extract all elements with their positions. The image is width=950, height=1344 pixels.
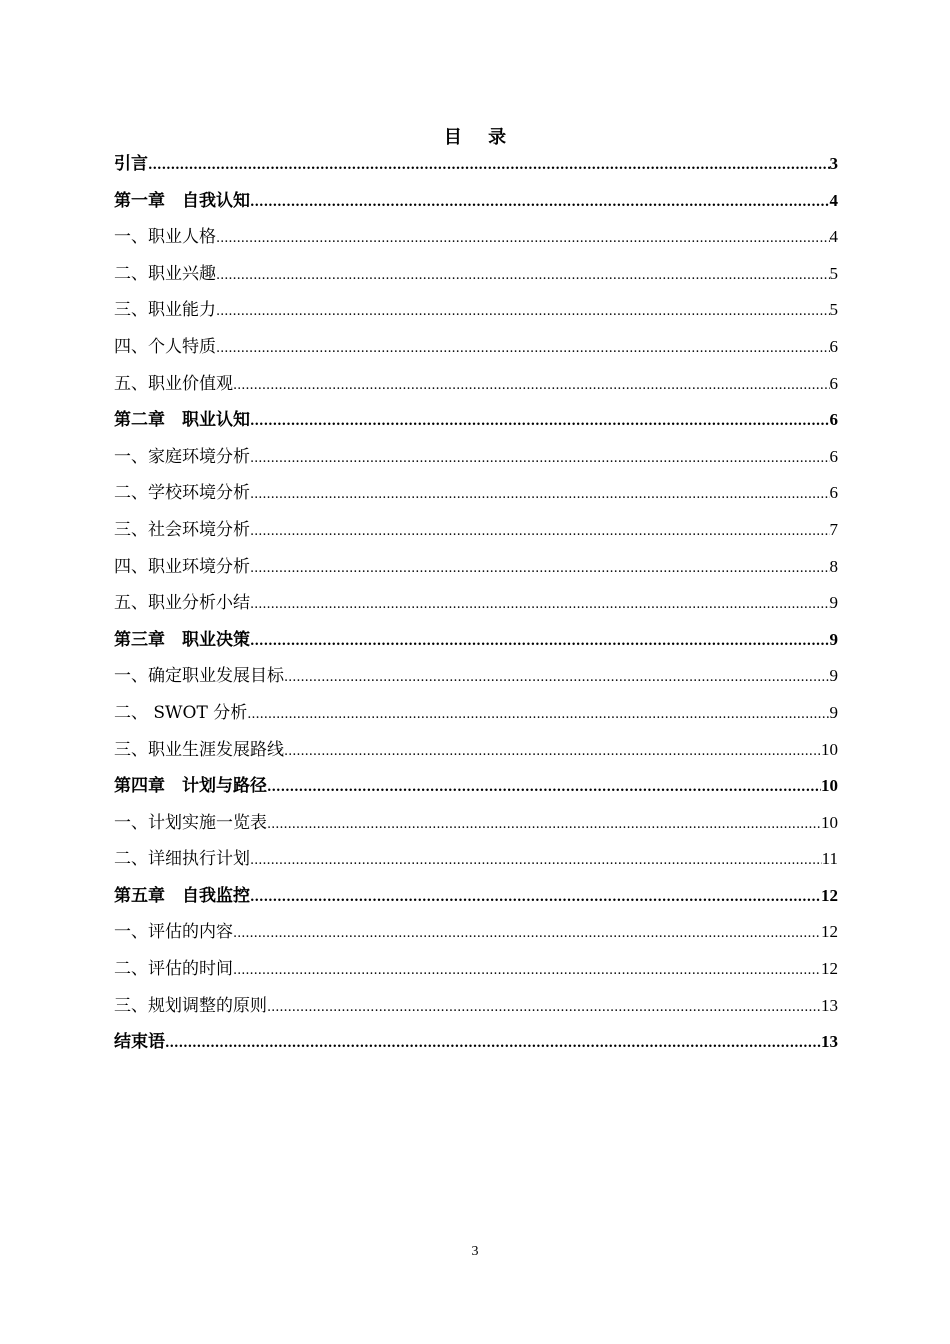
toc-entry-label: 二、职业兴趣 (114, 263, 216, 284)
toc-entry-page: 3 (829, 154, 838, 173)
toc-entry-page: 9 (829, 593, 838, 613)
toc-entry-page: 13 (821, 995, 838, 1015)
toc-leader-dots (250, 189, 830, 217)
toc-entry-page: 9 (829, 666, 838, 686)
toc-leader-dots (250, 884, 821, 912)
toc-entry-label: 四、职业环境分析 (114, 556, 250, 577)
toc-entry-label: 四、个人特质 (114, 336, 216, 357)
toc-entry-label: 二、评估的时间 (114, 959, 233, 980)
toc-entry-page: 8 (829, 556, 838, 576)
toc-entry-label: 一、确定职业发展目标 (114, 666, 284, 687)
toc-leader-dots (284, 664, 830, 692)
toc-leader-dots (267, 994, 821, 1022)
toc-entry-section[interactable] (114, 479, 838, 516)
toc-leader-dots (216, 262, 830, 290)
toc-entry-label: 五、职业分析小结 (114, 593, 250, 614)
toc-entry-page: 9 (829, 702, 838, 722)
toc-entry-page: 10 (821, 739, 838, 759)
toc-entry-label: 三、职业能力 (114, 300, 216, 321)
toc-entry-section[interactable] (114, 918, 838, 955)
toc-entry-label: 引言 (114, 154, 148, 174)
toc-entry-page: 12 (821, 959, 838, 979)
toc-entry-page: 10 (821, 812, 838, 832)
toc-entry-page: 6 (829, 446, 838, 466)
toc-leader-dots (233, 372, 830, 400)
toc-entry-section[interactable] (114, 333, 838, 370)
toc-entry-page: 9 (829, 629, 838, 649)
toc-entry-section[interactable] (114, 736, 838, 773)
toc-entry-section[interactable] (114, 296, 838, 333)
toc-entry-label: 二、 SWOT 分析 (114, 702, 248, 723)
toc-leader-dots (216, 298, 830, 326)
toc-leader-dots (216, 225, 830, 253)
toc-entry-section[interactable] (114, 443, 838, 480)
toc-leader-dots (233, 920, 821, 948)
toc-leader-dots (267, 811, 821, 839)
toc-entry-chapter-4[interactable] (114, 772, 838, 809)
toc-title: 目 录 (443, 127, 517, 148)
toc-entry-label: 第一章 自我认知 (114, 190, 250, 211)
toc-entry-label: 第四章 计划与路径 (114, 776, 267, 797)
toc-leader-dots (233, 957, 821, 985)
toc-entry-label: 一、评估的内容 (114, 922, 233, 943)
toc-entry-label: 结束语 (114, 1032, 165, 1053)
toc-entry-label: 一、计划实施一览表 (114, 812, 267, 833)
toc-leader-dots (250, 408, 830, 436)
toc-entry-label: 一、家庭环境分析 (114, 446, 250, 467)
toc-entry-label: 一、职业人格 (114, 227, 216, 248)
toc-entry-page: 11 (821, 849, 838, 869)
toc-entry-page: 6 (829, 483, 838, 503)
toc-entry-label: 三、规划调整的原则 (114, 995, 267, 1016)
toc-entry-section[interactable] (114, 516, 838, 553)
toc-leader-dots (250, 445, 830, 473)
toc-leader-dots (216, 335, 830, 363)
toc-leader-dots (250, 847, 822, 875)
toc-entry-label: 三、职业生涯发展路线 (114, 739, 284, 760)
toc-entry-section[interactable] (114, 260, 838, 297)
toc-leader-dots (250, 518, 830, 546)
toc-entry-section[interactable] (114, 662, 838, 699)
toc-entry-conclusion[interactable] (114, 1028, 838, 1065)
toc-list (114, 150, 838, 1065)
toc-leader-dots (250, 555, 830, 583)
toc-entry-label: 第二章 职业认知 (114, 410, 250, 431)
toc-entry-page: 6 (829, 410, 838, 430)
toc-leader-dots (148, 152, 830, 180)
toc-entry-label: 三、社会环境分析 (114, 519, 250, 540)
toc-entry-label: 二、学校环境分析 (114, 483, 250, 504)
toc-leader-dots (250, 628, 830, 656)
toc-entry-label: 二、详细执行计划 (114, 849, 250, 870)
toc-entry-page: 4 (829, 190, 838, 210)
toc-entry-page: 5 (829, 300, 838, 320)
toc-leader-dots (247, 701, 829, 729)
toc-entry-page: 5 (829, 263, 838, 283)
toc-leader-dots (165, 1030, 821, 1058)
toc-entry-section[interactable] (114, 845, 838, 882)
toc-entry-page: 4 (829, 227, 838, 247)
toc-entry-label: 第五章 自我监控 (114, 885, 250, 906)
toc-leader-dots (267, 774, 821, 802)
toc-entry-page: 7 (829, 519, 838, 539)
page-number: 3 (471, 1244, 479, 1259)
toc-entry-page: 12 (821, 922, 838, 942)
toc-entry-section[interactable] (114, 809, 838, 846)
toc-entry-chapter-5[interactable] (114, 882, 838, 919)
toc-leader-dots (284, 738, 821, 766)
toc-entry-label: 第三章 职业决策 (114, 629, 250, 650)
toc-entry-chapter-2[interactable] (114, 406, 838, 443)
toc-leader-dots (250, 591, 830, 619)
toc-entry-section[interactable] (114, 553, 838, 590)
toc-entry-section[interactable] (114, 223, 838, 260)
toc-entry-page: 6 (829, 336, 838, 356)
toc-entry-section[interactable] (114, 955, 838, 992)
toc-entry-section[interactable] (114, 370, 838, 407)
toc-entry-page: 12 (821, 885, 838, 905)
toc-entry-section[interactable] (114, 699, 838, 736)
toc-entry-chapter-3[interactable] (114, 626, 838, 663)
toc-entry-section[interactable] (114, 589, 838, 626)
toc-entry-page: 6 (829, 373, 838, 393)
toc-entry-label: 五、职业价值观 (114, 373, 233, 394)
toc-entry-chapter-1[interactable] (114, 187, 838, 224)
toc-entry-section[interactable] (114, 992, 838, 1029)
toc-leader-dots (250, 481, 830, 509)
toc-entry-page: 10 (821, 776, 838, 796)
toc-entry-intro[interactable] (114, 150, 838, 187)
toc-entry-page: 13 (821, 1032, 838, 1052)
